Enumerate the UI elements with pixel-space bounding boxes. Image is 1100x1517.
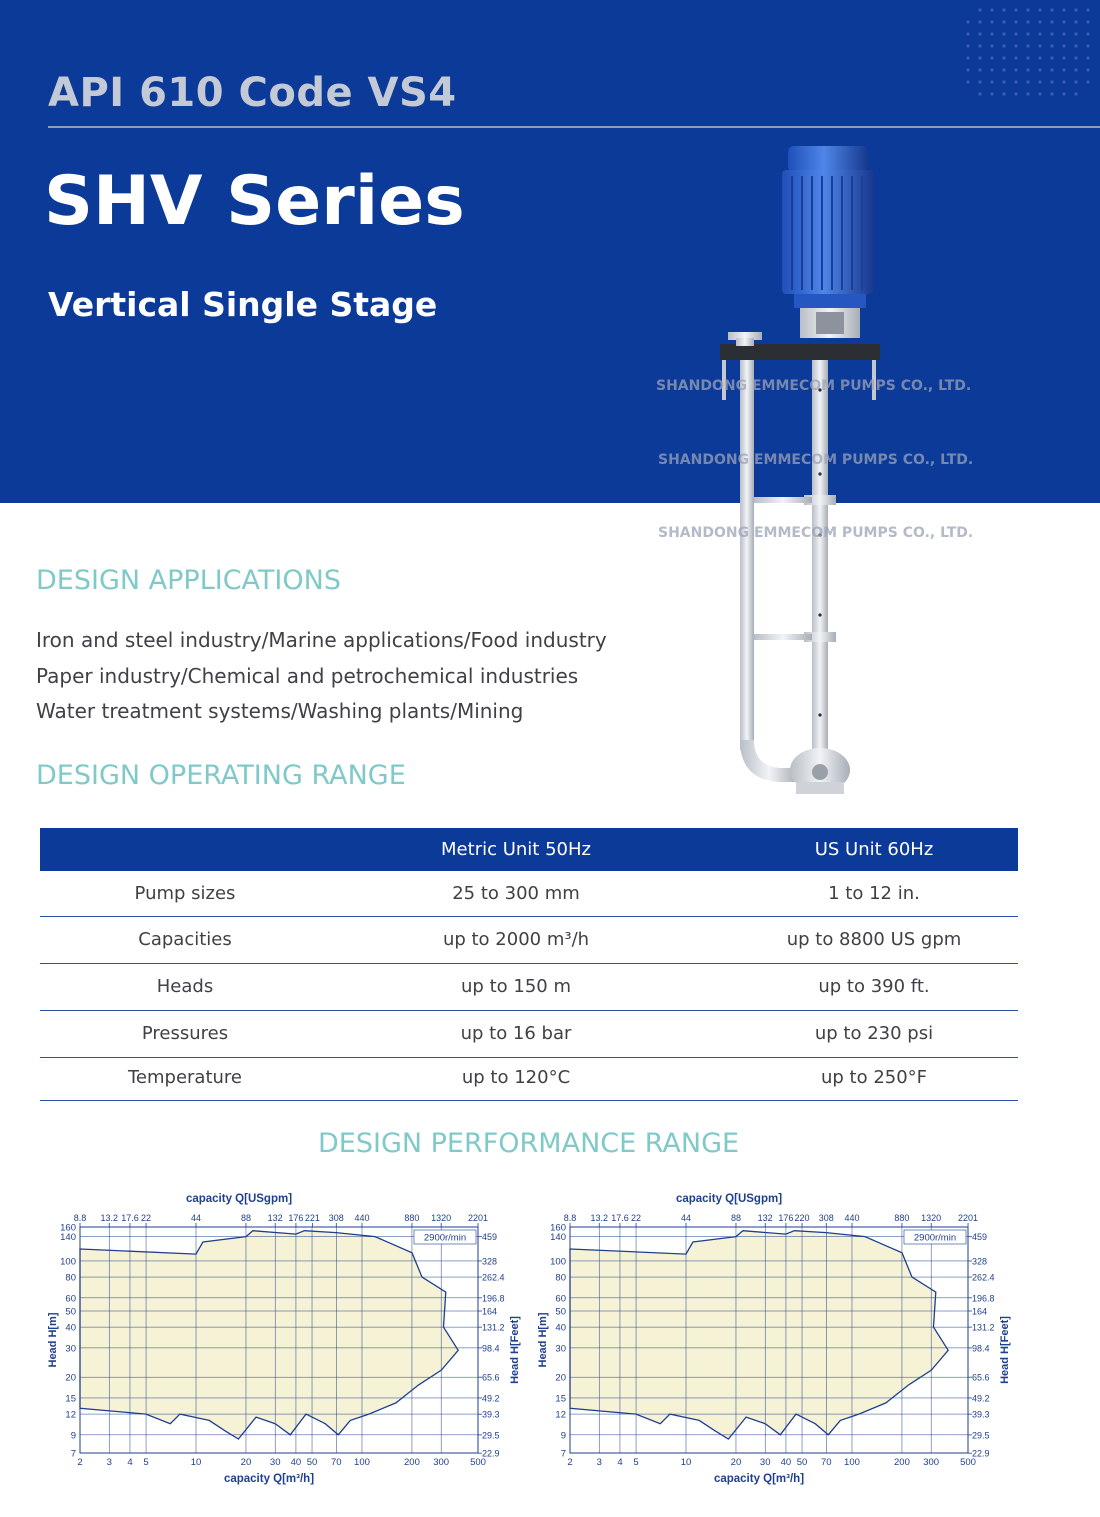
x-tick-label: 200 (404, 1457, 420, 1468)
x-tick-label: 10 (190, 1457, 202, 1468)
x-top-tick-label: 13.2 (590, 1213, 608, 1223)
y-tick-label: 30 (555, 1343, 566, 1355)
y-right-tick-label: 459 (482, 1232, 498, 1243)
us-value: up to 8800 US gpm (786, 929, 962, 950)
applications-heading: DESIGN APPLICATIONS (36, 565, 341, 596)
y-tick-label: 30 (65, 1343, 76, 1355)
x-top-tick-label: 440 (354, 1213, 370, 1223)
x-tick-label: 20 (730, 1457, 742, 1468)
x-top-tick-label: 17.6 (611, 1213, 629, 1223)
api-code-title: API 610 Code VS4 (48, 70, 457, 116)
y-right-tick-label: 29.5 (972, 1430, 990, 1441)
table-row (40, 917, 1018, 964)
x-tick-label: 30 (759, 1457, 771, 1468)
x-top-tick-label: 176 (778, 1213, 794, 1223)
us-value: up to 250°F (820, 1067, 928, 1088)
x-tick-label: 500 (470, 1457, 486, 1468)
x-tick-label: 40 (780, 1457, 792, 1468)
y-right-tick-label: 98.4 (482, 1343, 500, 1354)
y-right-tick-label: 29.5 (482, 1430, 500, 1441)
us-value: 1 to 12 in. (828, 883, 920, 904)
x-tick-label: 3 (106, 1457, 112, 1468)
x-top-tick-label: 22 (141, 1213, 152, 1223)
y-right-tick-label: 65.6 (972, 1372, 990, 1383)
x-top-tick-label: 220 (794, 1213, 810, 1223)
series-title: SHV Series (44, 162, 465, 241)
y-right-tick-label: 65.6 (482, 1372, 500, 1383)
x-tick-label: 50 (796, 1457, 808, 1468)
y-right-tick-label: 328 (482, 1256, 498, 1267)
y-tick-label: 60 (65, 1293, 76, 1305)
y-tick-label: 140 (60, 1232, 76, 1244)
dot-pattern-decoration (960, 0, 1100, 110)
x-top-tick-label: 440 (844, 1213, 860, 1223)
y-right-tick-label: 131.2 (972, 1322, 995, 1333)
y-right-tick-label: 49.2 (482, 1393, 500, 1404)
y-tick-label: 12 (65, 1409, 76, 1421)
y-right-tick-label: 131.2 (482, 1322, 505, 1333)
table-row (40, 1058, 1018, 1101)
y-right-tick-label: 262.4 (482, 1272, 505, 1283)
performance-heading: DESIGN PERFORMANCE RANGE (318, 1128, 740, 1159)
y-tick-label: 160 (60, 1222, 76, 1234)
performance-chart-right (530, 1185, 1020, 1485)
y-tick-label: 80 (555, 1272, 566, 1284)
x-tick-label: 100 (844, 1457, 860, 1468)
x-top-tick-label: 880 (404, 1213, 420, 1223)
x-top-tick-label: 221 (304, 1213, 320, 1223)
performance-chart-svg (530, 1185, 1020, 1485)
x-top-tick-label: 8.8 (563, 1213, 577, 1223)
x-top-tick-label: 132 (267, 1213, 283, 1223)
row-label: Pump sizes (134, 883, 236, 904)
application-line: Paper industry/Chemical and petrochemical industries (36, 664, 579, 688)
y-tick-label: 80 (65, 1272, 76, 1284)
y-tick-label: 9 (70, 1430, 76, 1442)
y-right-tick-label: 196.8 (482, 1293, 505, 1304)
column-header-us: US Unit 60Hz (814, 839, 934, 860)
y-tick-label: 9 (560, 1430, 566, 1442)
y-tick-label: 12 (555, 1409, 566, 1421)
row-label: Pressures (141, 1023, 229, 1044)
metric-value: up to 2000 m³/h (442, 929, 590, 950)
x-tick-label: 5 (633, 1457, 639, 1468)
x-tick-label: 5 (143, 1457, 149, 1468)
x-tick-label: 500 (960, 1457, 976, 1468)
y-tick-label: 100 (60, 1256, 76, 1268)
column-header-metric: Metric Unit 50Hz (441, 839, 591, 860)
x-tick-label: 3 (596, 1457, 602, 1468)
y-tick-label: 140 (550, 1232, 566, 1244)
x-tick-label: 10 (680, 1457, 692, 1468)
x-top-tick-label: 2201 (958, 1213, 979, 1223)
y-tick-label: 100 (550, 1256, 566, 1268)
x-top-tick-label: 88 (240, 1213, 251, 1223)
watermark-text: SHANDONG EMMECOM PUMPS CO., LTD. (656, 378, 972, 394)
y-right-tick-label: 164 (972, 1306, 988, 1317)
x-tick-label: 70 (820, 1457, 832, 1468)
metric-value: 25 to 300 mm (452, 883, 580, 904)
x-top-tick-label: 22 (631, 1213, 642, 1223)
performance-chart-svg (40, 1185, 530, 1485)
right-axis-title: Head H[Feet] (509, 1316, 521, 1384)
x-top-tick-label: 176 (288, 1213, 304, 1223)
y-right-tick-label: 22.9 (972, 1448, 990, 1459)
x-top-tick-label: 17.6 (121, 1213, 139, 1223)
speed-label: 2900r/min (423, 1232, 467, 1244)
x-top-tick-label: 308 (328, 1213, 344, 1223)
x-tick-label: 4 (127, 1457, 133, 1468)
application-line: Water treatment systems/Washing plants/Mining (36, 699, 524, 723)
bottom-axis-title: capacity Q[m³/h] (713, 1473, 805, 1485)
performance-chart-left (40, 1185, 530, 1485)
us-value: up to 230 psi (814, 1023, 934, 1044)
y-tick-label: 20 (555, 1372, 566, 1384)
y-tick-label: 60 (555, 1293, 566, 1305)
table-row (40, 1011, 1018, 1058)
row-label: Capacities (138, 929, 232, 950)
bottom-axis-title: capacity Q[m³/h] (223, 1473, 315, 1485)
x-top-tick-label: 44 (191, 1213, 202, 1223)
row-label: Temperature (127, 1067, 243, 1088)
row-label: Heads (156, 976, 214, 997)
y-right-tick-label: 39.3 (482, 1409, 500, 1420)
x-tick-label: 2 (77, 1457, 83, 1468)
y-right-tick-label: 196.8 (972, 1293, 995, 1304)
metric-value: up to 16 bar (460, 1023, 572, 1044)
series-subtitle: Vertical Single Stage (48, 285, 438, 324)
x-tick-label: 70 (330, 1457, 342, 1468)
y-tick-label: 40 (65, 1322, 76, 1334)
x-top-tick-label: 132 (757, 1213, 773, 1223)
y-tick-label: 40 (555, 1322, 566, 1334)
x-tick-label: 20 (240, 1457, 252, 1468)
x-tick-label: 2 (567, 1457, 573, 1468)
x-tick-label: 300 (433, 1457, 450, 1468)
y-right-tick-label: 49.2 (972, 1393, 990, 1404)
title-divider (48, 126, 1100, 128)
operating-range-heading: DESIGN OPERATING RANGE (36, 760, 406, 791)
y-right-tick-label: 98.4 (972, 1343, 990, 1354)
x-top-tick-label: 880 (894, 1213, 910, 1223)
metric-value: up to 150 m (461, 976, 571, 997)
metric-value: up to 120°C (461, 1067, 571, 1088)
y-right-tick-label: 459 (972, 1232, 988, 1243)
y-tick-label: 20 (65, 1372, 76, 1384)
x-top-tick-label: 13.2 (100, 1213, 118, 1223)
top-axis-title: capacity Q[USgpm] (185, 1193, 293, 1205)
operating-range-table (40, 828, 1018, 1101)
y-right-tick-label: 22.9 (482, 1448, 500, 1459)
table-row (40, 964, 1018, 1011)
y-tick-label: 15 (555, 1393, 566, 1405)
y-tick-label: 160 (550, 1222, 566, 1234)
x-top-tick-label: 1320 (431, 1213, 452, 1223)
us-value: up to 390 ft. (818, 976, 930, 997)
y-right-tick-label: 39.3 (972, 1409, 990, 1420)
x-tick-label: 300 (923, 1457, 940, 1468)
x-tick-label: 4 (617, 1457, 623, 1468)
x-tick-label: 30 (269, 1457, 281, 1468)
right-axis-title: Head H[Feet] (999, 1316, 1011, 1384)
application-line: Iron and steel industry/Marine applications/Food industry (36, 628, 607, 652)
left-axis-title: Head H[m] (537, 1312, 549, 1368)
y-right-tick-label: 262.4 (972, 1272, 995, 1283)
y-tick-label: 15 (65, 1393, 76, 1405)
vertical-pump-illustration (700, 140, 900, 800)
x-tick-label: 100 (354, 1457, 370, 1468)
table-header (40, 828, 1018, 871)
x-top-tick-label: 88 (730, 1213, 741, 1223)
x-top-tick-label: 1320 (921, 1213, 942, 1223)
hero-banner (0, 0, 1100, 503)
watermark-text: SHANDONG EMMECOM PUMPS CO., LTD. (658, 452, 974, 468)
x-tick-label: 50 (306, 1457, 318, 1468)
y-right-tick-label: 164 (482, 1306, 498, 1317)
y-tick-label: 50 (65, 1306, 76, 1318)
top-axis-title: capacity Q[USgpm] (675, 1193, 783, 1205)
x-tick-label: 200 (894, 1457, 910, 1468)
x-top-tick-label: 44 (681, 1213, 692, 1223)
y-right-tick-label: 328 (972, 1256, 988, 1267)
watermark-text: SHANDONG EMMECOM PUMPS CO., LTD. (658, 525, 974, 541)
x-top-tick-label: 308 (818, 1213, 834, 1223)
x-top-tick-label: 2201 (468, 1213, 489, 1223)
table-row (40, 871, 1018, 917)
x-top-tick-label: 8.8 (73, 1213, 87, 1223)
y-tick-label: 7 (560, 1448, 566, 1460)
x-tick-label: 40 (290, 1457, 302, 1468)
y-tick-label: 50 (555, 1306, 566, 1318)
left-axis-title: Head H[m] (47, 1312, 59, 1368)
y-tick-label: 7 (70, 1448, 76, 1460)
speed-label: 2900r/min (913, 1232, 957, 1244)
